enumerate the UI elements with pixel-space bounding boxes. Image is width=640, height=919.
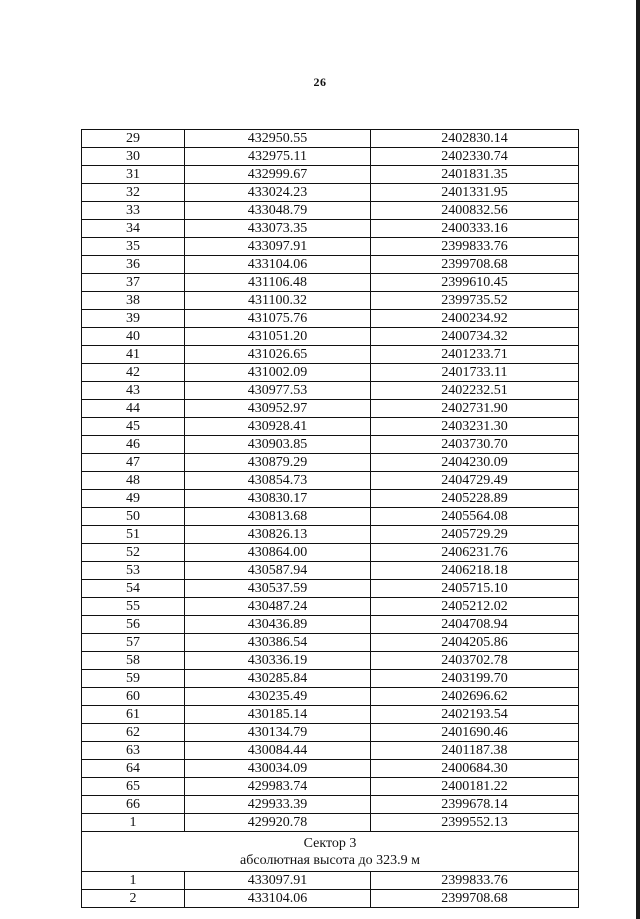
point-number-cell: 62 (82, 724, 185, 742)
point-number-cell: 30 (82, 148, 185, 166)
table-row (82, 436, 579, 454)
point-number-cell: 41 (82, 346, 185, 364)
table-row (82, 238, 579, 256)
point-number-cell: 1 (82, 814, 185, 832)
x-coordinate-cell: 429920.78 (185, 814, 371, 832)
y-coordinate-cell: 2400234.92 (371, 310, 579, 328)
point-number-cell: 63 (82, 742, 185, 760)
y-coordinate-cell: 2402330.74 (371, 148, 579, 166)
point-number-cell: 46 (82, 436, 185, 454)
y-coordinate-cell: 2403702.78 (371, 652, 579, 670)
table-row (82, 742, 579, 760)
table-row (82, 346, 579, 364)
y-coordinate-cell: 2402830.14 (371, 130, 579, 148)
point-number-cell: 37 (82, 274, 185, 292)
x-coordinate-cell: 429933.39 (185, 796, 371, 814)
table-row (82, 364, 579, 382)
y-coordinate-cell: 2400684.30 (371, 760, 579, 778)
y-coordinate-cell: 2401331.95 (371, 184, 579, 202)
table-row (82, 310, 579, 328)
table-row (82, 418, 579, 436)
table-row (82, 562, 579, 580)
x-coordinate-cell: 430826.13 (185, 526, 371, 544)
x-coordinate-cell: 430952.97 (185, 400, 371, 418)
y-coordinate-cell: 2402232.51 (371, 382, 579, 400)
x-coordinate-cell: 430864.00 (185, 544, 371, 562)
table-row (82, 544, 579, 562)
table-row (82, 778, 579, 796)
point-number-cell: 47 (82, 454, 185, 472)
y-coordinate-cell: 2400333.16 (371, 220, 579, 238)
table-row (82, 580, 579, 598)
x-coordinate-cell: 430336.19 (185, 652, 371, 670)
x-coordinate-cell: 432999.67 (185, 166, 371, 184)
x-coordinate-cell: 431075.76 (185, 310, 371, 328)
x-coordinate-cell: 431002.09 (185, 364, 371, 382)
point-number-cell: 38 (82, 292, 185, 310)
table-row (82, 184, 579, 202)
x-coordinate-cell: 430386.54 (185, 634, 371, 652)
point-number-cell: 40 (82, 328, 185, 346)
point-number-cell: 33 (82, 202, 185, 220)
table-row (82, 130, 579, 148)
x-coordinate-cell: 430854.73 (185, 472, 371, 490)
y-coordinate-cell: 2402193.54 (371, 706, 579, 724)
point-number-cell: 36 (82, 256, 185, 274)
point-number-cell: 50 (82, 508, 185, 526)
point-number-cell: 39 (82, 310, 185, 328)
point-number-cell: 1 (82, 872, 185, 890)
point-number-cell: 60 (82, 688, 185, 706)
x-coordinate-cell: 430928.41 (185, 418, 371, 436)
y-coordinate-cell: 2400734.32 (371, 328, 579, 346)
page-edge (636, 0, 640, 919)
table-row (82, 292, 579, 310)
x-coordinate-cell: 433024.23 (185, 184, 371, 202)
x-coordinate-cell: 430084.44 (185, 742, 371, 760)
point-number-cell: 57 (82, 634, 185, 652)
table-row (82, 526, 579, 544)
y-coordinate-cell: 2399735.52 (371, 292, 579, 310)
x-coordinate-cell: 430587.94 (185, 562, 371, 580)
table-row (82, 508, 579, 526)
point-number-cell: 43 (82, 382, 185, 400)
table-row (82, 490, 579, 508)
sector-header-row (82, 832, 579, 872)
x-coordinate-cell: 432975.11 (185, 148, 371, 166)
y-coordinate-cell: 2401187.38 (371, 742, 579, 760)
point-number-cell: 44 (82, 400, 185, 418)
y-coordinate-cell: 2401733.11 (371, 364, 579, 382)
point-number-cell: 66 (82, 796, 185, 814)
x-coordinate-cell: 430977.53 (185, 382, 371, 400)
y-coordinate-cell: 2399708.68 (371, 890, 579, 908)
table-row (82, 616, 579, 634)
sector-title: Сектор 3 (303, 836, 357, 851)
y-coordinate-cell: 2403730.70 (371, 436, 579, 454)
table-row (82, 472, 579, 490)
point-number-cell: 58 (82, 652, 185, 670)
point-number-cell: 48 (82, 472, 185, 490)
x-coordinate-cell: 431051.20 (185, 328, 371, 346)
table-row (82, 872, 579, 890)
table-row (82, 328, 579, 346)
table-row (82, 634, 579, 652)
table-row (82, 454, 579, 472)
x-coordinate-cell: 432950.55 (185, 130, 371, 148)
point-number-cell: 34 (82, 220, 185, 238)
x-coordinate-cell: 433097.91 (185, 238, 371, 256)
y-coordinate-cell: 2405729.29 (371, 526, 579, 544)
table-row (82, 148, 579, 166)
x-coordinate-cell: 430235.49 (185, 688, 371, 706)
table-row (82, 760, 579, 778)
table-row (82, 688, 579, 706)
y-coordinate-cell: 2399552.13 (371, 814, 579, 832)
y-coordinate-cell: 2401233.71 (371, 346, 579, 364)
point-number-cell: 52 (82, 544, 185, 562)
x-coordinate-cell: 430487.24 (185, 598, 371, 616)
y-coordinate-cell: 2406231.76 (371, 544, 579, 562)
point-number-cell: 53 (82, 562, 185, 580)
x-coordinate-cell: 430034.09 (185, 760, 371, 778)
table-row (82, 166, 579, 184)
point-number-cell: 29 (82, 130, 185, 148)
y-coordinate-cell: 2404729.49 (371, 472, 579, 490)
x-coordinate-cell: 431026.65 (185, 346, 371, 364)
y-coordinate-cell: 2402731.90 (371, 400, 579, 418)
point-number-cell: 42 (82, 364, 185, 382)
x-coordinate-cell: 430903.85 (185, 436, 371, 454)
point-number-cell: 49 (82, 490, 185, 508)
coordinates-table (81, 129, 579, 908)
table-row (82, 724, 579, 742)
x-coordinate-cell: 433073.35 (185, 220, 371, 238)
x-coordinate-cell: 430285.84 (185, 670, 371, 688)
y-coordinate-cell: 2405715.10 (371, 580, 579, 598)
table-row (82, 796, 579, 814)
point-number-cell: 55 (82, 598, 185, 616)
point-number-cell: 54 (82, 580, 185, 598)
y-coordinate-cell: 2399610.45 (371, 274, 579, 292)
x-coordinate-cell: 431100.32 (185, 292, 371, 310)
table-row (82, 670, 579, 688)
y-coordinate-cell: 2405212.02 (371, 598, 579, 616)
x-coordinate-cell: 433104.06 (185, 256, 371, 274)
y-coordinate-cell: 2399678.14 (371, 796, 579, 814)
x-coordinate-cell: 430813.68 (185, 508, 371, 526)
point-number-cell: 59 (82, 670, 185, 688)
table-row (82, 652, 579, 670)
table-row (82, 220, 579, 238)
point-number-cell: 45 (82, 418, 185, 436)
page-number: 26 (313, 75, 327, 89)
x-coordinate-cell: 431106.48 (185, 274, 371, 292)
y-coordinate-cell: 2405564.08 (371, 508, 579, 526)
x-coordinate-cell: 430185.14 (185, 706, 371, 724)
x-coordinate-cell: 433104.06 (185, 890, 371, 908)
sector-subtitle: абсолютная высота до 323.9 м (240, 853, 420, 868)
point-number-cell: 64 (82, 760, 185, 778)
point-number-cell: 31 (82, 166, 185, 184)
y-coordinate-cell: 2401831.35 (371, 166, 579, 184)
y-coordinate-cell: 2399833.76 (371, 872, 579, 890)
y-coordinate-cell: 2405228.89 (371, 490, 579, 508)
x-coordinate-cell: 430134.79 (185, 724, 371, 742)
x-coordinate-cell: 433048.79 (185, 202, 371, 220)
sector-header-cell (82, 832, 579, 872)
table-row (82, 382, 579, 400)
x-coordinate-cell: 430879.29 (185, 454, 371, 472)
x-coordinate-cell: 429983.74 (185, 778, 371, 796)
table-row (82, 814, 579, 832)
x-coordinate-cell: 433097.91 (185, 872, 371, 890)
point-number-cell: 61 (82, 706, 185, 724)
y-coordinate-cell: 2403231.30 (371, 418, 579, 436)
point-number-cell: 35 (82, 238, 185, 256)
point-number-cell: 51 (82, 526, 185, 544)
y-coordinate-cell: 2402696.62 (371, 688, 579, 706)
y-coordinate-cell: 2404205.86 (371, 634, 579, 652)
point-number-cell: 32 (82, 184, 185, 202)
y-coordinate-cell: 2401690.46 (371, 724, 579, 742)
y-coordinate-cell: 2404708.94 (371, 616, 579, 634)
y-coordinate-cell: 2404230.09 (371, 454, 579, 472)
y-coordinate-cell: 2403199.70 (371, 670, 579, 688)
y-coordinate-cell: 2399708.68 (371, 256, 579, 274)
table-row (82, 202, 579, 220)
y-coordinate-cell: 2400181.22 (371, 778, 579, 796)
point-number-cell: 56 (82, 616, 185, 634)
x-coordinate-cell: 430436.89 (185, 616, 371, 634)
table-row (82, 274, 579, 292)
table-row (82, 890, 579, 908)
y-coordinate-cell: 2406218.18 (371, 562, 579, 580)
x-coordinate-cell: 430537.59 (185, 580, 371, 598)
y-coordinate-cell: 2399833.76 (371, 238, 579, 256)
x-coordinate-cell: 430830.17 (185, 490, 371, 508)
table-row (82, 706, 579, 724)
point-number-cell: 2 (82, 890, 185, 908)
table-row (82, 598, 579, 616)
point-number-cell: 65 (82, 778, 185, 796)
table-row (82, 400, 579, 418)
y-coordinate-cell: 2400832.56 (371, 202, 579, 220)
table-row (82, 256, 579, 274)
